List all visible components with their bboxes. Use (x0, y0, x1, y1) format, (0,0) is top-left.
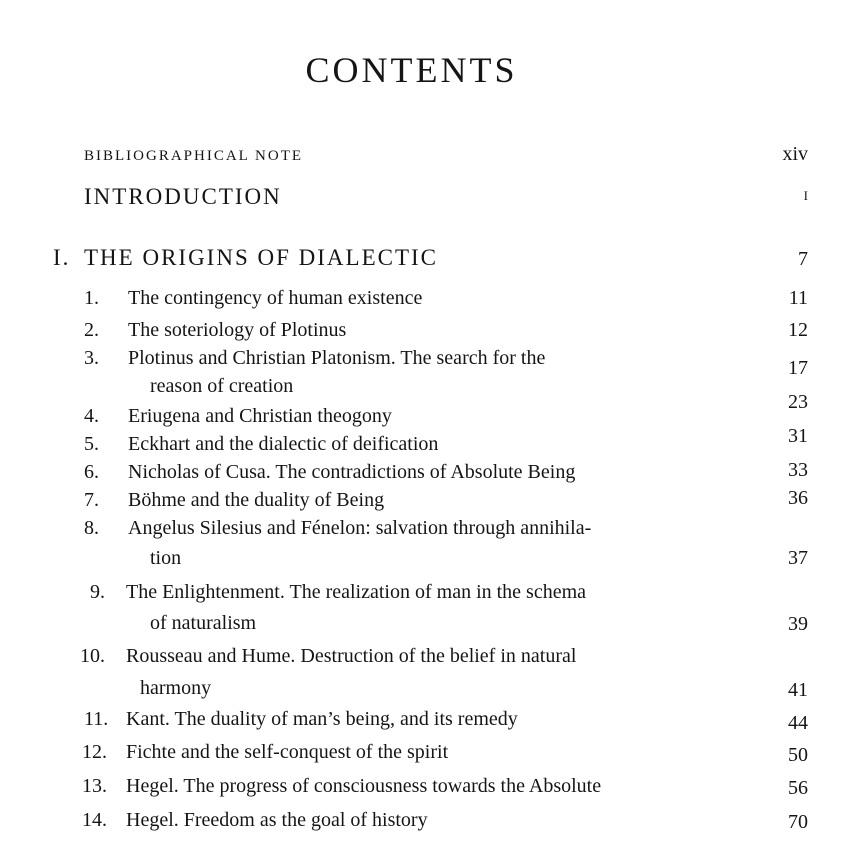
entry-number: 6. (84, 461, 99, 483)
entry-number: 8. (84, 517, 99, 539)
part-title: THE ORIGINS OF DIALECTIC (84, 245, 439, 270)
entry-page: 11 (788, 287, 808, 309)
entry-number: 14. (82, 809, 107, 831)
entry-title-continued: harmony (140, 677, 212, 699)
entry-title: Fichte and the self-conquest of the spirit (126, 741, 449, 763)
entry-page: 23 (788, 391, 808, 413)
entry-number: 1. (84, 287, 99, 309)
page-title: CONTENTS (305, 50, 518, 90)
bibliographical-note-label: BIBLIOGRAPHICAL NOTE (84, 148, 304, 164)
introduction-page: I (803, 188, 808, 203)
entry-number: 7. (84, 489, 99, 511)
part-numeral: I. (53, 245, 71, 270)
entry-page: 12 (788, 319, 808, 341)
entry-page: 70 (788, 811, 808, 833)
entry-title: The contingency of human existence (128, 287, 423, 309)
entry-title: Plotinus and Christian Platonism. The search for the (128, 347, 546, 369)
entry-number: 12. (82, 741, 107, 763)
entry-number: 10. (80, 645, 105, 667)
entry-page: 36 (788, 487, 808, 509)
entry-page: 56 (788, 777, 808, 799)
entry-title-continued: tion (150, 547, 182, 569)
entry-number: 9. (90, 581, 105, 603)
entry-title: Kant. The duality of man’s being, and its remedy (126, 708, 518, 730)
entry-number: 2. (84, 319, 99, 341)
entry-page: 44 (788, 712, 808, 734)
entry-title-continued: reason of creation (150, 375, 294, 397)
entry-number: 5. (84, 433, 99, 455)
entry-page: 41 (788, 679, 808, 701)
entry-title: Eriugena and Christian theogony (128, 405, 392, 427)
bibliographical-note-page: xiv (782, 143, 808, 165)
entry-title: Rousseau and Hume. Destruction of the belief in natural (126, 645, 577, 667)
entry-page: 17 (788, 357, 808, 379)
entry-title: Böhme and the duality of Being (128, 489, 385, 511)
part-page: 7 (798, 248, 808, 270)
entry-title: Hegel. The progress of consciousness towards the Absolute (126, 775, 602, 797)
entry-page: 37 (788, 547, 808, 569)
entry-title: Nicholas of Cusa. The contradictions of Absolute Being (128, 461, 576, 483)
introduction-label: INTRODUCTION (84, 184, 282, 209)
entry-title: Angelus Silesius and Fénelon: salvation through annihila- (128, 517, 592, 539)
entry-page: 39 (788, 613, 808, 635)
entry-page: 31 (788, 425, 808, 447)
entry-number: 11. (84, 708, 109, 730)
entry-number: 3. (84, 347, 99, 369)
entry-page: 50 (788, 744, 808, 766)
entry-number: 13. (82, 775, 107, 797)
entry-title: Eckhart and the dialectic of deification (128, 433, 439, 455)
entry-page: 33 (788, 459, 808, 481)
entry-title: The soteriology of Plotinus (128, 319, 347, 341)
entry-number: 4. (84, 405, 99, 427)
entry-title: The Enlightenment. The realization of man in the schema (126, 581, 587, 603)
entry-title: Hegel. Freedom as the goal of history (126, 809, 428, 831)
entry-title-continued: of naturalism (150, 612, 257, 634)
